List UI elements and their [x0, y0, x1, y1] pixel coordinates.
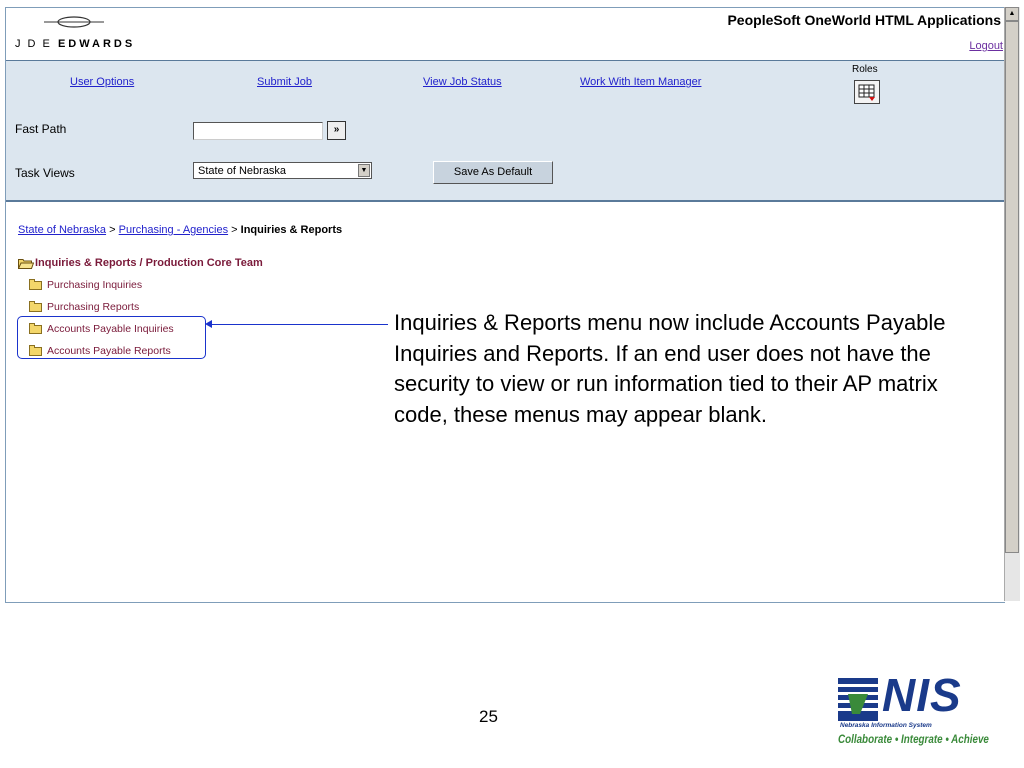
chevron-down-icon[interactable]: ▼	[358, 164, 370, 177]
breadcrumb-purchasing-agencies[interactable]: Purchasing - Agencies	[118, 224, 229, 236]
menu-item-label: Purchasing Inquiries	[47, 279, 143, 291]
roles-label: Roles	[852, 64, 878, 75]
work-with-item-manager-link[interactable]: Work With Item Manager	[580, 76, 702, 88]
menu-item-label: Accounts Payable Reports	[47, 345, 171, 357]
scrollbar-thumb[interactable]	[1005, 21, 1019, 553]
open-folder-icon	[18, 258, 34, 269]
breadcrumb-current: Inquiries & Reports	[240, 224, 343, 236]
logo-text-edwards: EDWARDS	[57, 38, 136, 50]
roles-button[interactable]	[854, 80, 880, 104]
double-chevron-right-icon: »	[333, 124, 340, 135]
jdedwards-logo-icon	[44, 14, 104, 30]
logout-link[interactable]: Logout	[969, 40, 1003, 52]
vertical-scrollbar[interactable]	[1004, 7, 1020, 601]
nis-subtitle: Nebraska Information System	[840, 722, 932, 729]
menu-header	[18, 257, 263, 269]
nis-logo	[838, 669, 989, 754]
submit-job-link[interactable]: Submit Job	[257, 76, 313, 88]
folder-icon	[29, 281, 42, 290]
nis-tagline: Collaborate • Integrate • Achieve	[838, 732, 989, 746]
breadcrumb-state-of-nebraska[interactable]: State of Nebraska	[18, 224, 107, 236]
app-header	[6, 8, 1005, 61]
menu-header-label: Inquiries & Reports / Production Core Team	[35, 257, 263, 269]
nis-logo-text: NIS	[882, 669, 962, 721]
breadcrumb-separator: >	[231, 224, 238, 236]
ap-menu-highlight-box	[17, 316, 206, 359]
menu-item-label: Accounts Payable Inquiries	[47, 323, 174, 335]
user-options-link[interactable]: User Options	[70, 76, 135, 88]
jdedwards-logo	[15, 38, 135, 50]
menu-item-label: Purchasing Reports	[47, 301, 140, 313]
callout-arrow-line	[208, 324, 388, 325]
nav-panel	[6, 61, 1005, 202]
page-number: 25	[479, 707, 498, 726]
scroll-up-icon[interactable]: ▲	[1005, 7, 1019, 21]
browser-frame	[5, 7, 1005, 603]
fast-path-input[interactable]	[193, 122, 323, 140]
callout-text: Inquiries & Reports menu now include Accounts Payable Inquiries and Reports. If an end user does not have the security to view or run information tied to their AP matrix code, these menus may appear blank.	[394, 310, 946, 427]
app-title: PeopleSoft OneWorld HTML Applications	[727, 12, 1001, 28]
task-views-select[interactable]	[193, 162, 372, 179]
breadcrumb	[18, 224, 342, 236]
logo-text-jde: J D E	[15, 38, 52, 50]
task-views-label: Task Views	[15, 166, 75, 180]
breadcrumb-separator: >	[109, 224, 116, 236]
menu-item-purchasing-inquiries[interactable]	[29, 279, 142, 291]
menu-item-purchasing-reports[interactable]	[29, 301, 139, 313]
folder-icon	[29, 303, 42, 312]
arrow-left-icon	[205, 320, 212, 328]
fast-path-go-button[interactable]	[327, 121, 346, 140]
fast-path-label: Fast Path	[15, 122, 67, 136]
view-job-status-link[interactable]: View Job Status	[423, 76, 502, 88]
save-as-default-button[interactable]: Save As Default	[433, 161, 553, 184]
roles-grid-icon	[855, 81, 879, 103]
task-views-selected-value: State of Nebraska	[198, 165, 287, 177]
